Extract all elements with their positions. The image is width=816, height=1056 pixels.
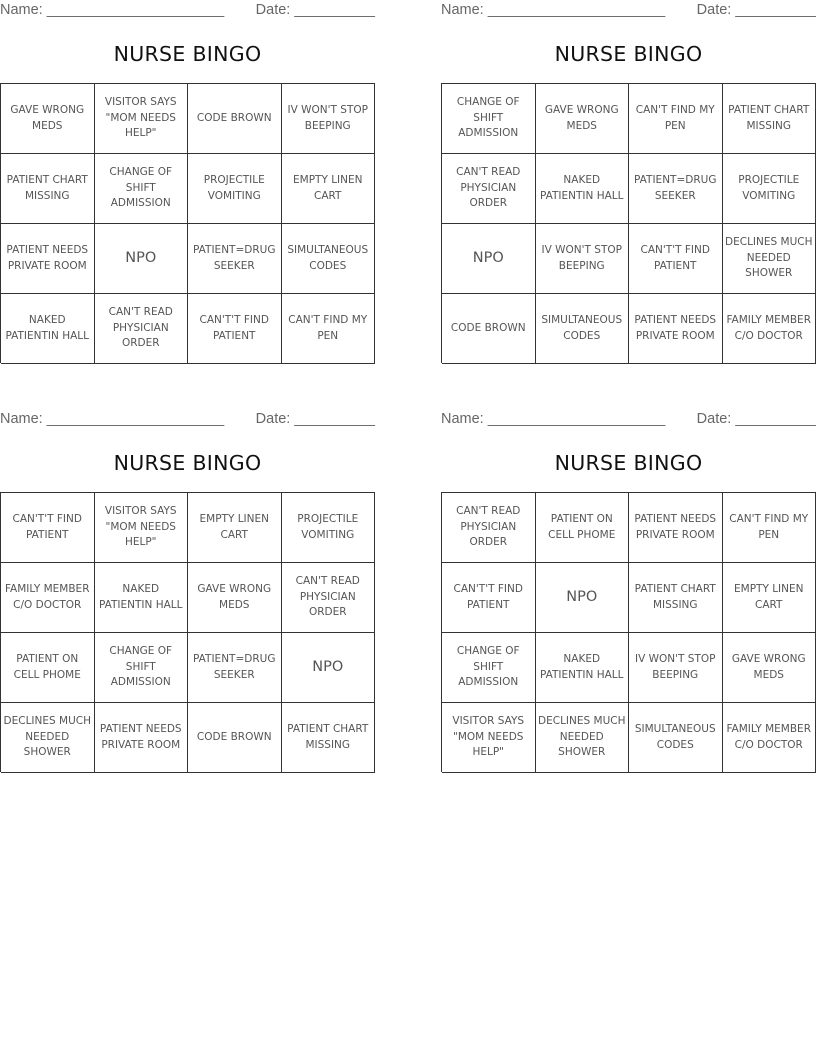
bingo-grid <box>441 492 816 772</box>
bingo-cell: CAN'T FIND MY PEN <box>629 84 723 154</box>
bingo-cell: EMPTY LINEN CART <box>188 493 282 563</box>
name-field-label: Name: ______________________ <box>441 2 666 18</box>
bingo-cell: CAN'T READ PHYSICIAN ORDER <box>442 493 536 563</box>
bingo-cell: PATIENT=DRUG SEEKER <box>629 154 723 224</box>
bingo-cell: CAN'T'T FIND PATIENT <box>629 224 723 294</box>
bingo-cell: CHANGE OF SHIFT ADMISSION <box>442 633 536 703</box>
bingo-cell: PATIENT CHART MISSING <box>629 563 723 633</box>
bingo-cell: PATIENT NEEDS PRIVATE ROOM <box>629 294 723 364</box>
bingo-grid <box>0 492 375 772</box>
bingo-cell: NAKED PATIENTIN HALL <box>536 154 630 224</box>
bingo-cell: PATIENT NEEDS PRIVATE ROOM <box>629 493 723 563</box>
bingo-cell: CODE BROWN <box>188 84 282 154</box>
name-date-line <box>441 409 816 429</box>
bingo-cell: PATIENT ON CELL PHOME <box>1 633 95 703</box>
bingo-grid <box>0 83 375 363</box>
bingo-cell: PROJECTILE VOMITING <box>188 154 282 224</box>
bingo-cell: SIMULTANEOUS CODES <box>282 224 376 294</box>
bingo-cell: EMPTY LINEN CART <box>723 563 816 633</box>
bingo-cell: PATIENT NEEDS PRIVATE ROOM <box>95 703 189 773</box>
date-field-label: Date: __________ <box>255 2 375 18</box>
bingo-cell: DECLINES MUCH NEEDED SHOWER <box>723 224 816 294</box>
date-field-label: Date: __________ <box>696 2 816 18</box>
card-title: NURSE BINGO <box>554 451 703 475</box>
card-title: NURSE BINGO <box>113 451 262 475</box>
bingo-cell: IV WON'T STOP BEEPING <box>536 224 630 294</box>
bingo-cell: DECLINES MUCH NEEDED SHOWER <box>1 703 95 773</box>
bingo-cell: PROJECTILE VOMITING <box>723 154 816 224</box>
bingo-cell: DECLINES MUCH NEEDED SHOWER <box>536 703 630 773</box>
bingo-cell: CHANGE OF SHIFT ADMISSION <box>95 633 189 703</box>
name-field-label: Name: ______________________ <box>441 411 666 427</box>
bingo-cell: SIMULTANEOUS CODES <box>536 294 630 364</box>
bingo-cell: NPO <box>536 563 630 633</box>
name-date-line <box>0 409 375 429</box>
bingo-cell: PROJECTILE VOMITING <box>282 493 376 563</box>
bingo-cell: CAN'T READ PHYSICIAN ORDER <box>282 563 376 633</box>
card-title: NURSE BINGO <box>113 42 262 66</box>
bingo-cell: PATIENT ON CELL PHOME <box>536 493 630 563</box>
bingo-cell: VISITOR SAYS "MOM NEEDS HELP" <box>442 703 536 773</box>
bingo-cell: PATIENT CHART MISSING <box>282 703 376 773</box>
date-field-label: Date: __________ <box>696 411 816 427</box>
bingo-cell: CHANGE OF SHIFT ADMISSION <box>442 84 536 154</box>
bingo-cell: NPO <box>95 224 189 294</box>
name-field-label: Name: ______________________ <box>0 411 225 427</box>
bingo-cell: IV WON'T STOP BEEPING <box>282 84 376 154</box>
name-date-line <box>441 0 816 20</box>
bingo-cell: FAMILY MEMBER C/O DOCTOR <box>1 563 95 633</box>
bingo-cell: CAN'T FIND MY PEN <box>282 294 376 364</box>
bingo-cell: GAVE WRONG MEDS <box>723 633 816 703</box>
bingo-cell: VISITOR SAYS "MOM NEEDS HELP" <box>95 493 189 563</box>
bingo-cell: GAVE WRONG MEDS <box>1 84 95 154</box>
bingo-cell: CAN'T'T FIND PATIENT <box>1 493 95 563</box>
bingo-cell: NPO <box>442 224 536 294</box>
bingo-cell: CAN'T FIND MY PEN <box>723 493 816 563</box>
bingo-cell: PATIENT=DRUG SEEKER <box>188 633 282 703</box>
bingo-cell: CODE BROWN <box>442 294 536 364</box>
bingo-cell: VISITOR SAYS "MOM NEEDS HELP" <box>95 84 189 154</box>
date-field-label: Date: __________ <box>255 411 375 427</box>
bingo-cell: CAN'T READ PHYSICIAN ORDER <box>442 154 536 224</box>
bingo-cell: NAKED PATIENTIN HALL <box>536 633 630 703</box>
bingo-cell: EMPTY LINEN CART <box>282 154 376 224</box>
bingo-cell: IV WON'T STOP BEEPING <box>629 633 723 703</box>
bingo-cell: PATIENT CHART MISSING <box>1 154 95 224</box>
bingo-cell: NAKED PATIENTIN HALL <box>1 294 95 364</box>
card-title: NURSE BINGO <box>554 42 703 66</box>
bingo-cell: PATIENT NEEDS PRIVATE ROOM <box>1 224 95 294</box>
bingo-cell: NPO <box>282 633 376 703</box>
bingo-cell: FAMILY MEMBER C/O DOCTOR <box>723 703 816 773</box>
bingo-cell: CHANGE OF SHIFT ADMISSION <box>95 154 189 224</box>
name-date-line <box>0 0 375 20</box>
name-field-label: Name: ______________________ <box>0 2 225 18</box>
bingo-cell: GAVE WRONG MEDS <box>188 563 282 633</box>
bingo-cell: CODE BROWN <box>188 703 282 773</box>
bingo-cell: PATIENT CHART MISSING <box>723 84 816 154</box>
bingo-cell: FAMILY MEMBER C/O DOCTOR <box>723 294 816 364</box>
bingo-cell: CAN'T READ PHYSICIAN ORDER <box>95 294 189 364</box>
bingo-cell: SIMULTANEOUS CODES <box>629 703 723 773</box>
bingo-cell: PATIENT=DRUG SEEKER <box>188 224 282 294</box>
bingo-cell: NAKED PATIENTIN HALL <box>95 563 189 633</box>
bingo-cell: CAN'T'T FIND PATIENT <box>188 294 282 364</box>
bingo-cell: CAN'T'T FIND PATIENT <box>442 563 536 633</box>
bingo-cell: GAVE WRONG MEDS <box>536 84 630 154</box>
bingo-grid <box>441 83 816 363</box>
